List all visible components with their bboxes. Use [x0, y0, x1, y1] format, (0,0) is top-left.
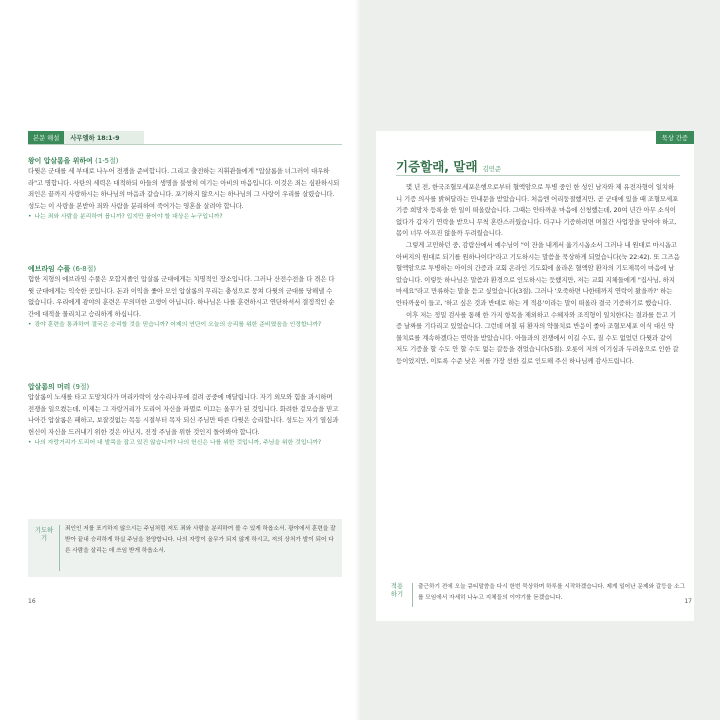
testimony-title-text: 기증할래, 말래 [396, 159, 478, 174]
divider [396, 175, 680, 176]
bullet-icon: • [28, 214, 32, 221]
section-verse-range: (9절) [72, 383, 90, 391]
reflection-question-text: 광야 훈련을 통과하여 결국은 승리할 것을 믿습니까? 어제의 연단이 오늘의 승리를 위한 준비였음을 인정합니까? [34, 322, 322, 329]
testimony-paragraph: 몇 년 전, 한국조혈모세포은행으로부터 혈액암으로 투병 중인 한 성인 남자와 제 유전자형이 일치하니 기증 의사를 밝혀달라는 안내문을 받았습니다. 처음엔 어리둥절했지만, 곧 군대에 있을 때 조혈모세포 기증 희망자 등록을 한 일이 떠올랐습니다. 그때는 안타까운 마음에 신청했는데, 20여 년간 아무 소식이 없다가 갑자기 연락을 받으니 무척 혼란스러웠습니다. 더구나 기증하려면 며칠간 사업장을 닫아야 하고, 몸이 너무 아프진 않을까 두려웠습니다. [396, 183, 679, 238]
page-number-left: 16 [28, 598, 36, 605]
commentary-section-3 [28, 382, 340, 449]
section-title-text: 에브라임 수풀 [28, 265, 71, 273]
prayer-text: 죄인인 저를 포기하지 않으시는 주님처럼 저도 죄와 사람을 분리하여 볼 수 있게 하옵소서. 광야에서 훈련을 잘 받아 끝내 승리하게 하실 주님을 찬양합니다. 나의 자랑이 올무가 되지 않게 하시고, 저의 상처가 발이 되어 다른 사람을 살리는 데 쓰임 받게 하옵소서. [65, 526, 336, 554]
page-number-right: 17 [684, 598, 692, 605]
reflection-question-text: 나의 자랑거리가 도리어 내 발목을 잡고 있진 않습니까? 나의 헌신은 나를 위한 것입니까, 주님을 위한 것입니까? [34, 440, 322, 447]
section-verse-range: (1-5절) [95, 157, 119, 165]
section-title-text: 압살롬의 머리 [28, 383, 71, 391]
right-page [360, 0, 720, 720]
section-tab-label: 본문 해설 [28, 131, 64, 144]
section-title [28, 156, 340, 166]
testimony-tab-label: 묵상 간증 [656, 131, 694, 144]
section-paragraph: 압살롬이 노새를 타고 도망치다가 머리카락이 상수리나무에 걸려 공중에 매달립니다. 자기 외모와 힘을 과시하며 전쟁을 일으켰는데, 이제는 그 자랑거리가 도리어 자신을 파멸로 이끄는 올무가 된 것입니다. 화려한 겉모습을 믿고 나아간 압살롬은 패하고, 보잘것없는 목동 시절부터 목자 되신 주님만 따른 다윗은 승리합니다. 성도는 자기 열심과 헌신이 자신을 드러내기 위한 것은 아닌지, 진정 주님을 위한 것인지 돌아봐야 합니다. [28, 393, 339, 436]
scripture-reference: 사무엘하 18:1-9 [64, 131, 144, 144]
section-title [28, 264, 340, 274]
reflection-question [28, 213, 340, 223]
testimony-paragraph: 그렇게 고민하던 중, 감람산에서 예수님이 "이 잔을 내게서 옮기시옵소서 그러나 내 원대로 마시옵고 아버지의 원대로 되기를 원하나이다"라고 기도하시는 말씀을 묵상하게 되었습니다(눅 22:42). 또 그즈음 혈액암으로 투병하는 아이의 간증과 교회 온라인 기도회에 올라온 혈액암 환자의 기도제목이 마음에 남았습니다. 이렇듯 하나님은 말씀과 환경으로 인도하시는 듯했지만, 저는 교회 지체들에게 "집사님, 하지 마세요"라고 만류하는 말을 듣고 싶었습니다(3절). 그러나 '오죽하면 나한테까지 연락이 왔을까?' 하는 안타까움이 들고, '하고 싶은 것과 반대로 하는 게 적용'이라는 말이 떠올라 결국 기증하기로 했습니다. [396, 240, 680, 307]
testimony-title [396, 157, 501, 175]
divider [59, 525, 60, 571]
section-paragraph: 다윗은 군대를 세 부대로 나누어 전쟁을 준비합니다. 그리고 출전하는 지휘관들에게 "압살롬을 너그러이 대우하라"고 명합니다. 사탄의 세력은 대적하되 아들의 생명을 불쌍히 여기는 아비의 마음입니다. 이것은 죄는 심판하시되 죄인은 끝까지 사랑하시는 하나님의 마음과 같습니다. 포기하지 않으시는 하나님의 그 사랑이 우리를 살렸습니다. 성도는 이 사랑을 본받아 죄와 사람을 분리하여 죽어가는 영혼을 살려야 합니다. [28, 167, 340, 210]
commentary-section-2 [28, 264, 340, 331]
application-box [376, 578, 694, 621]
prayer-box [28, 519, 342, 577]
application-text: 출근하기 전에 오늘 큐티말씀을 다시 한번 묵상하며 하루를 시작하겠습니다. 제게 일어난 문제와 갈등을 소그룹 모임에서 자세히 나누고 지체들의 이야기를 듣겠습니다. [418, 584, 686, 601]
divider [28, 144, 342, 145]
reflection-question [28, 439, 340, 449]
reflection-question-text: 나는 죄와 사람을 분리하여 봅니까? 입지만 품어야 할 대상은 누구입니까? [34, 214, 223, 221]
application-label: 적용하기 [390, 583, 404, 598]
divider [412, 583, 413, 607]
section-tab [28, 131, 144, 144]
reflection-question [28, 321, 340, 331]
section-title [28, 382, 340, 392]
section-title-text: 왕이 압살롬을 위하여 [28, 157, 93, 165]
prayer-label: 기도하기 [34, 527, 54, 542]
bullet-icon: • [28, 322, 32, 329]
bullet-icon: • [28, 440, 32, 447]
section-paragraph: 험한 지형의 에브라임 수풀은 오합지졸인 압살롬 군대에게는 치명적인 장소입니다. 그러나 산전수전을 다 겪은 다윗 군대에게는 익숙한 곳입니다. 돈과 이익을 좇아 모인 압살롬의 무리는 충성으로 뭉쳐 다윗의 군대를 당해낼 수 없습니다. 우리에게 광야의 훈련은 무의미한 고생이 아닙니다. 하나님은 나를 훈련하시고 연단하셔서 결정적인 순간에 대적을 물리치고 승리하게 하십니다. [28, 275, 335, 318]
testimony-author: 김민준 [482, 165, 502, 173]
testimony-card [376, 131, 694, 578]
section-verse-range: (6-8절) [72, 265, 97, 273]
testimony-body [396, 182, 680, 368]
testimony-paragraph: 이후 저는 정밀 검사를 통해 한 가지 항목을 제외하고 수혜자와 조직형이 일치한다는 결과를 듣고 기증 날짜를 기다리고 있었습니다. 그런데 며칠 뒤 환자의 약물치료 반응이 좋아 조혈모세포 이식 대신 약물치료를 계속하겠다는 연락을 받았습니다. 아들과의 전쟁에서 이길 수도, 질 수도 없었던 다윗과 같이 저도 기증을 할 수도 안 할 수도 없는 갈등을 겪었습니다(5절). 오롯이 저의 이기심과 두려움으로 인한 갈등이었지만, 이토록 수준 낮은 저를 가장 선한 길로 인도해 주신 하나님께 감사드립니다. [396, 310, 679, 365]
commentary-section-1 [28, 156, 340, 223]
